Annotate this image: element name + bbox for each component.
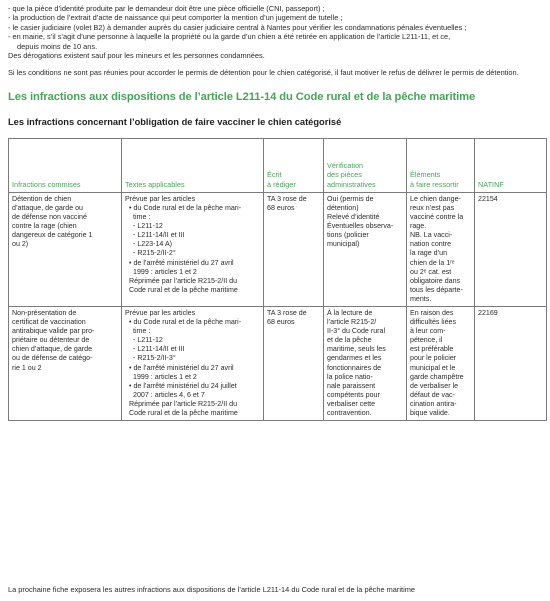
cell-line: contravention. bbox=[327, 409, 372, 417]
cell-line: 1999 : articles 1 et 2 bbox=[133, 267, 197, 276]
cell-line: est préférable bbox=[410, 345, 454, 354]
cell-line: TA 3 rose de bbox=[267, 308, 307, 317]
cell-line: • de l’arrêté ministériel du 27 avril bbox=[129, 363, 234, 372]
cell-line: nation contre bbox=[410, 240, 452, 249]
cell-line: NB. La vacci- bbox=[410, 231, 453, 240]
cell-line: dangereux de catégorie 1 bbox=[12, 231, 93, 240]
cell-line: l’article R215-2/ bbox=[327, 318, 377, 327]
cell-line: chien de la 1ʳᵉ bbox=[410, 258, 455, 267]
cell-line: cination antira- bbox=[410, 399, 457, 408]
cell-line: En raison des bbox=[410, 308, 454, 317]
cell-line: II-3° du Code rural bbox=[327, 327, 386, 336]
cell-line: Le chien dange- bbox=[410, 194, 461, 203]
refusal-text: Si les conditions ne sont pas réunies pour accorder le permis de détention pour le chien catégorisé, il faut motiver le refus de délivrer le permis de détention. bbox=[8, 68, 519, 78]
cell-line: - L211-12 bbox=[133, 336, 163, 345]
cell-line: ou 2) bbox=[12, 240, 29, 249]
cell-line: - R215-2/II-2° bbox=[133, 249, 176, 258]
cell-line: municipal et le bbox=[410, 363, 456, 372]
cell-line: - L211-14/II et III bbox=[133, 231, 185, 240]
cell-line: time : bbox=[133, 213, 151, 222]
cell-verification bbox=[324, 306, 407, 420]
cell-textes bbox=[122, 306, 264, 420]
requirements-list bbox=[8, 4, 546, 51]
cell-line: tous les départe- bbox=[410, 285, 463, 294]
cell-line: - L211-14/II et III bbox=[133, 345, 185, 354]
cell-ecrit bbox=[264, 192, 324, 306]
infractions-table bbox=[8, 138, 547, 421]
cell-line: rage. bbox=[410, 222, 427, 231]
header-natinf: NATINF bbox=[475, 138, 547, 192]
cell-line: • de l’arrêté ministériel du 27 avril bbox=[129, 258, 234, 267]
cell-line: 2007 : articles 4, 6 et 7 bbox=[133, 390, 205, 399]
list-item bbox=[8, 32, 546, 51]
cell-line: d’attaque, de garde ou bbox=[12, 203, 83, 212]
cell-line: détention) bbox=[327, 203, 359, 212]
cell-line: ments. bbox=[410, 294, 432, 303]
cell-textes bbox=[122, 192, 264, 306]
list-item-text: - la production de l’extrait d’acte de naissance qui peut comporter la mention d’un jugement de tutelle ; bbox=[8, 13, 343, 23]
cell-line: et de la pêche bbox=[327, 336, 372, 345]
cell-line: pour le policier bbox=[410, 354, 457, 363]
cell-line: garde champêtre bbox=[410, 372, 464, 381]
cell-line: la rage d’un bbox=[410, 249, 448, 258]
header-textes: Textes applicables bbox=[122, 138, 264, 192]
header-verification: Vérification des pièces administratives bbox=[324, 138, 407, 192]
cell-line: Réprimée par l’article R215-2/II du bbox=[129, 399, 238, 408]
list-item-text: - en mairie, s’il s’agit d’une personne à laquelle la propriété ou la garde d’un chien a été retirée en application de l’article L211-11, et ce, bbox=[8, 32, 451, 42]
cell-line: ou 2ᵉ cat. est bbox=[410, 267, 452, 276]
cell-line: - L223-14 A) bbox=[133, 240, 173, 249]
cell-line: rie 1 ou 2 bbox=[12, 363, 42, 372]
cell-line: 1999 : articles 1 et 2 bbox=[133, 372, 197, 381]
list-item bbox=[8, 23, 546, 32]
cell-line: time : bbox=[133, 327, 151, 336]
cell-line: Code rural et de la pêche maritime bbox=[129, 409, 238, 417]
list-item-text: - le casier judiciaire (volet B2) à demander auprès du casier judiciaire central à Nantes pour vérifier les condamnations pénales éventuelles ; bbox=[8, 22, 467, 32]
cell-line: verbaliser cette bbox=[327, 399, 376, 408]
cell-elements bbox=[407, 306, 475, 420]
cell-line: la police natio- bbox=[327, 372, 373, 381]
cell-line: maritime, seuls les bbox=[327, 345, 386, 354]
cell-line: Prévue par les articles bbox=[125, 308, 196, 317]
document-page bbox=[8, 4, 546, 421]
cell-line: chien d’attaque, de garde bbox=[12, 345, 93, 354]
cell-line: difficultés liées bbox=[410, 318, 457, 327]
cell-infraction bbox=[9, 192, 122, 306]
table-row bbox=[9, 306, 547, 420]
list-item bbox=[8, 4, 546, 13]
cell-line: Code rural et de la pêche maritime bbox=[129, 285, 238, 294]
cell-line: TA 3 rose de bbox=[267, 194, 307, 203]
cell-line: priétaire ou détenteur de bbox=[12, 336, 90, 345]
cell-line: gendarmes et les bbox=[327, 354, 382, 363]
cell-line: de défense non vacciné bbox=[12, 213, 87, 222]
cell-line: défaut de vac- bbox=[410, 390, 455, 399]
subsection-title: Les infractions concernant l’obligation de faire vacciner le chien catégorisé bbox=[8, 116, 342, 127]
cell-line: contre la rage (chien bbox=[12, 222, 77, 231]
cell-line: compétents pour bbox=[327, 390, 380, 399]
footer-note: La prochaine fiche exposera les autres infractions aux dispositions de l’article L211-14 du Code rural et de la pêche maritime bbox=[8, 585, 415, 594]
cell-line: Prévue par les articles bbox=[125, 194, 196, 203]
table-header-row bbox=[9, 138, 547, 192]
cell-line: Éventuelles observa- bbox=[327, 222, 394, 231]
cell-line: Relevé d’identité bbox=[327, 213, 380, 222]
header-ecrit: Écrit à rédiger bbox=[264, 138, 324, 192]
cell-line: reux n’est pas bbox=[410, 203, 455, 212]
table-row bbox=[9, 192, 547, 306]
cell-line: bique valide. bbox=[410, 409, 450, 417]
cell-ecrit bbox=[264, 306, 324, 420]
cell-natinf: 22169 bbox=[475, 306, 547, 420]
cell-verification bbox=[324, 192, 407, 306]
cell-line: À la lecture de bbox=[327, 308, 373, 317]
list-item-continuation: depuis moins de 10 ans. bbox=[17, 41, 98, 51]
cell-line: antirabique valide par pro- bbox=[12, 327, 95, 336]
cell-line: certificat de vaccination bbox=[12, 318, 86, 327]
cell-line: de verbaliser le bbox=[410, 381, 459, 390]
cell-line: 68 euros bbox=[267, 203, 295, 212]
list-item-text: - que la pièce d’identité produite par le demandeur doit être une pièce officielle (CNI, passeport) ; bbox=[8, 4, 325, 13]
cell-line: vacciné contre la bbox=[410, 213, 464, 222]
header-elements: Éléments à faire ressortir bbox=[407, 138, 475, 192]
cell-infraction bbox=[9, 306, 122, 420]
derogations-text: Des dérogations existent sauf pour les mineurs et les personnes condamnées. bbox=[8, 51, 265, 61]
cell-line: Détention de chien bbox=[12, 194, 72, 203]
cell-line: pétence, il bbox=[410, 336, 443, 345]
cell-line: • de l’arrêté ministériel du 24 juillet bbox=[129, 381, 237, 390]
cell-line: municipal) bbox=[327, 240, 360, 249]
cell-line: à leur com- bbox=[410, 327, 446, 336]
cell-line: - R215-2/II-3° bbox=[133, 354, 176, 363]
cell-line: Non-présentation de bbox=[12, 308, 77, 317]
cell-line: - L211-12 bbox=[133, 222, 163, 231]
cell-elements bbox=[407, 192, 475, 306]
cell-line: Oui (permis de bbox=[327, 194, 374, 203]
cell-line: 68 euros bbox=[267, 318, 295, 327]
cell-line: • du Code rural et de la pêche mari- bbox=[129, 203, 242, 212]
cell-line: Réprimée par l’article R215-2/II du bbox=[129, 276, 238, 285]
cell-line: ou de défense de catégo- bbox=[12, 354, 93, 363]
cell-line: obligatoire dans bbox=[410, 276, 461, 285]
header-infractions: Infractions commises bbox=[9, 138, 122, 192]
section-title: Les infractions aux dispositions de l’article L211-14 du Code rural et de la pêche maritime bbox=[8, 90, 476, 103]
cell-line: fonctionnaires de bbox=[327, 363, 382, 372]
cell-line: nale paraissent bbox=[327, 381, 376, 390]
cell-line: tions (policier bbox=[327, 231, 369, 240]
cell-line: • du Code rural et de la pêche mari- bbox=[129, 318, 242, 327]
list-item bbox=[8, 13, 546, 22]
cell-natinf: 22154 bbox=[475, 192, 547, 306]
